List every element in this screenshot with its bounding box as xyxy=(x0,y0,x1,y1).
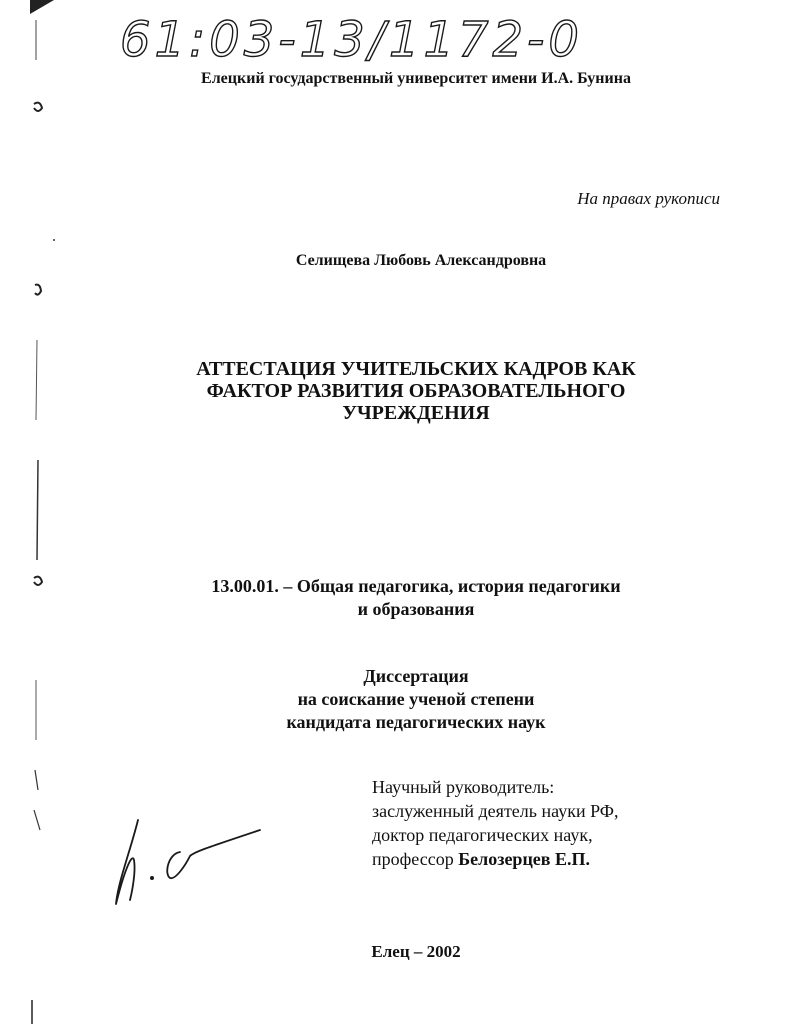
title-line: ФАКТОР РАЗВИТИЯ ОБРАЗОВАТЕЛЬНОГО xyxy=(206,380,626,402)
signature-icon xyxy=(110,812,270,912)
supervisor-name: Белозерцев Е.П. xyxy=(458,849,591,869)
degree-line: Диссертация xyxy=(363,666,469,686)
university-name: Елецкий государственный университет имени И.А. Бунина xyxy=(201,70,631,87)
handwritten-code-text: 61:03-13/1172-0 xyxy=(120,12,583,68)
specialty-code xyxy=(0,575,792,621)
scan-margin-marks xyxy=(20,0,60,1024)
degree-line: кандидата педагогических наук xyxy=(286,712,546,732)
dissertation-title xyxy=(0,358,792,424)
title-line: АТТЕСТАЦИЯ УЧИТЕЛЬСКИХ КАДРОВ КАК xyxy=(196,358,636,380)
specialty-line: и образования xyxy=(357,599,475,619)
author-name: Селищева Любовь Александровна xyxy=(295,252,547,269)
manuscript-rights-note: На правах рукописи xyxy=(577,189,720,208)
supervisor-line: доктор педагогических наук, xyxy=(372,825,593,845)
degree-line: на соискание ученой степени xyxy=(297,689,535,709)
degree-statement xyxy=(0,665,792,734)
handwritten-archive-number xyxy=(110,6,690,76)
supervisor-block xyxy=(372,775,619,871)
supervisor-line: заслуженный деятель науки РФ, xyxy=(372,801,619,821)
supervisor-title: профессор xyxy=(372,849,459,869)
title-line: УЧРЕЖДЕНИЯ xyxy=(342,402,490,424)
city-year: Елец – 2002 xyxy=(371,942,461,961)
specialty-line: 13.00.01. – Общая педагогика, история педагогики xyxy=(211,576,621,596)
supervisor-line: Научный руководитель: xyxy=(372,777,555,797)
supervisor-name-line xyxy=(372,847,619,871)
